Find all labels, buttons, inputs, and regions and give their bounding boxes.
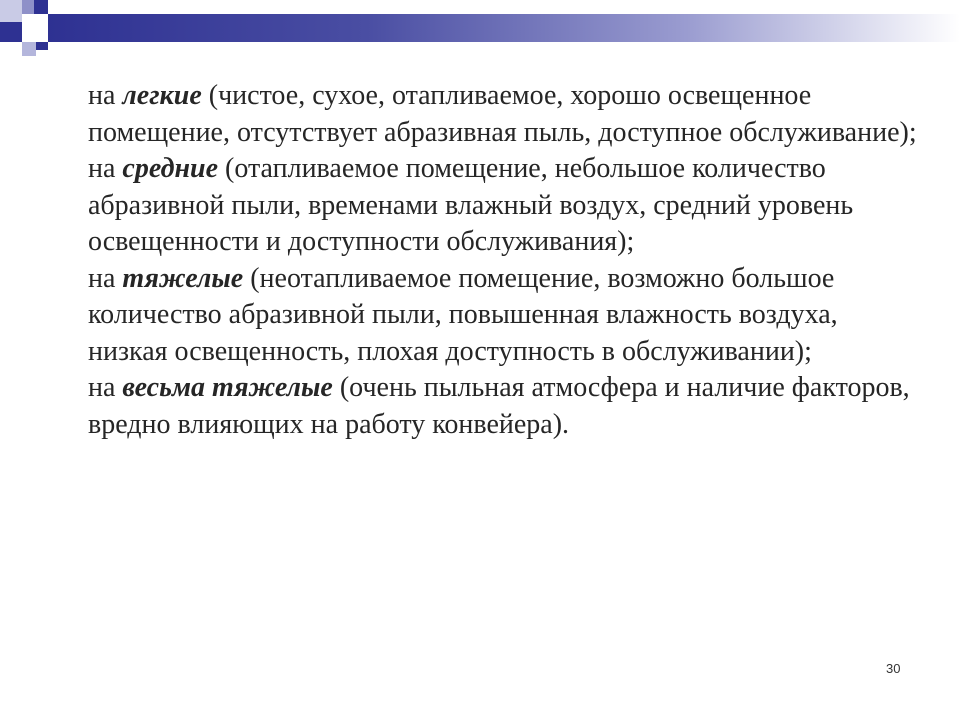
paragraph-very-heavy xyxy=(88,370,918,443)
decor-square xyxy=(0,22,22,42)
decor-square xyxy=(0,42,22,56)
term-light: легкие xyxy=(122,80,202,111)
header-gradient-bar xyxy=(48,14,960,42)
paragraph-light xyxy=(88,78,918,151)
term-medium: средние xyxy=(122,153,219,184)
decor-square xyxy=(22,42,36,56)
decor-square xyxy=(22,14,48,42)
decor-square xyxy=(22,0,34,14)
paragraph-text: (неотапливаемое помещение, возможно большое количество абразивной пыли, повышенная влажность воздуха, низкая освещенность, плохая доступность в обслуживании); xyxy=(88,262,838,367)
paragraph-prefix: на xyxy=(88,262,123,294)
term-heavy: тяжелые xyxy=(122,262,244,294)
slide-body-text xyxy=(88,78,918,443)
paragraph-prefix: на xyxy=(88,80,123,111)
paragraph-text: (чистое, сухое, отапливаемое, хорошо освещенное помещение, отсутствует абразивная пыль, доступное обслуживание); xyxy=(88,80,917,148)
decor-square xyxy=(34,0,48,14)
page-number: 30 xyxy=(886,661,901,676)
paragraph-medium xyxy=(88,151,918,261)
paragraph-prefix: на xyxy=(88,153,123,184)
paragraph-text: (отапливаемое помещение, небольшое количество абразивной пыли, временами влажный воздух, средний уровень освещенности и доступности обслуживания); xyxy=(88,153,854,257)
paragraph-prefix: на xyxy=(88,372,123,403)
decor-square xyxy=(0,0,22,22)
paragraph-text: (очень пыльная атмосфера и наличие факторов, вредно влияющих на работу конвейера). xyxy=(88,372,910,440)
decor-square xyxy=(36,42,48,50)
paragraph-heavy xyxy=(88,261,918,371)
term-very-heavy: весьма тяжелые xyxy=(122,372,333,403)
